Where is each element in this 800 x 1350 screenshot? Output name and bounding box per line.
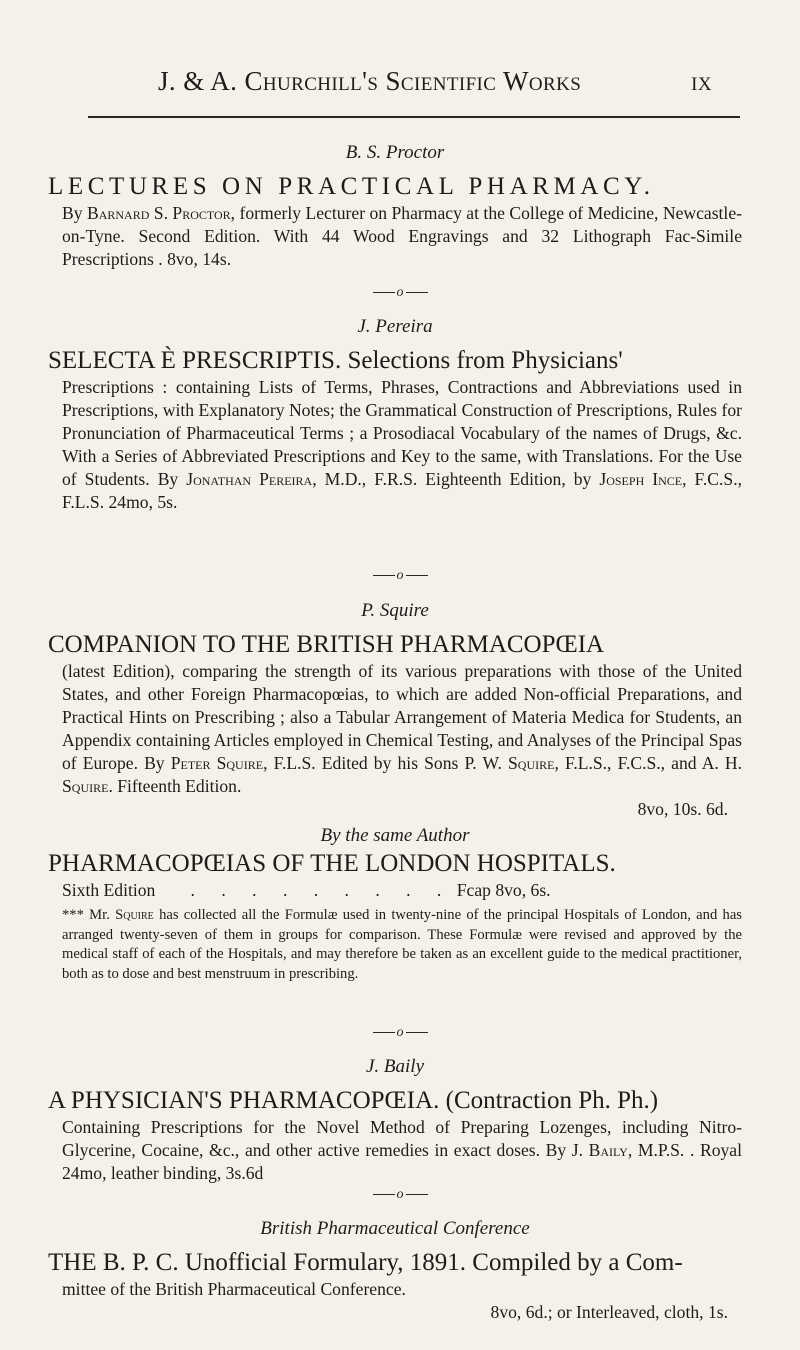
book-description xyxy=(48,376,742,514)
text-run: , F.L.S., F.C.S., and A. H. xyxy=(554,753,743,773)
same-author-heading: By the same Author xyxy=(320,825,470,846)
book-price: Fcap 8vo, 6s. xyxy=(456,880,551,900)
leader-dots: . . . . . . . . . xyxy=(190,880,453,900)
author-name: Squire xyxy=(115,907,154,923)
entry-proctor xyxy=(48,142,742,271)
book-description xyxy=(48,202,742,271)
text-run: , F.L.S. Edited by his Sons P. W. xyxy=(263,753,508,773)
text-run: Containing Prescriptions for the Novel Method of Preparing Lozenges, including Nitro-Glycerine, Cocaine, &c., and other active remedies in exact doses. By J. xyxy=(62,1117,742,1160)
author-name: Jonathan Pereira xyxy=(186,469,313,489)
book-title: COMPANION TO THE BRITISH PHARMACOPŒIA xyxy=(48,631,605,658)
text-run: , M.D., F.R.S. Eighteenth Edition, by xyxy=(312,469,600,489)
section-divider: o xyxy=(0,568,800,584)
text-run: *** Mr. xyxy=(62,907,116,923)
running-head-title: J. & A. Churchill's Scientific Works xyxy=(158,66,582,96)
entry-pereira xyxy=(48,316,742,514)
entry-bpc xyxy=(48,1218,742,1324)
text-run: Prescriptions : containing Lists of Terms, Phrases, Contractions and Abbreviations used in Prescriptions, with Explanatory Notes; the Grammatical Construction of Prescriptions, Rules for Pronunciation of Pharmaceutical Terms ; a Prosodiacal Vocabulary of the names of Drugs, &c. With a Series of Abbreviated Prescriptions and Key to the same, with Translations. For the Use of Students. By xyxy=(62,377,742,489)
section-divider: o xyxy=(0,285,800,301)
author-name: Peter Squire xyxy=(170,753,264,773)
edition-label: Sixth Edition xyxy=(62,880,156,900)
editor-name: Joseph Ince xyxy=(599,469,683,489)
entry-author-line: B. S. Proctor xyxy=(345,142,445,163)
edition-line xyxy=(48,879,742,902)
entry-baily xyxy=(48,1056,742,1185)
header-rule xyxy=(88,116,740,118)
text-run: . Fifteenth Edition. xyxy=(108,776,242,796)
editor-name: Squire xyxy=(508,753,555,773)
entry-author-line: J. Baily xyxy=(365,1056,425,1077)
book-description: mittee of the British Pharmaceutical Conference. xyxy=(62,1279,406,1299)
entry-author-line: British Pharmaceutical Conference xyxy=(260,1218,530,1239)
section-divider: o xyxy=(0,1025,800,1041)
book-price: 8vo, 10s. 6d. xyxy=(637,799,728,819)
author-name: Baily xyxy=(588,1140,628,1160)
text-run: , M.P.S. . Royal 24mo, leather binding, 3s.6d xyxy=(62,1140,742,1183)
book-description xyxy=(48,1116,742,1185)
entry-author-line: J. Pereira xyxy=(357,316,433,337)
book-title: SELECTA È PRESCRIPTIS. Selections from Physicians' xyxy=(48,347,623,374)
book-title: THE B. P. C. Unofficial Formulary, 1891. Compiled by a Com- xyxy=(48,1249,683,1276)
entry-author-line: P. Squire xyxy=(361,600,429,621)
section-divider: o xyxy=(0,1187,800,1203)
author-name: Barnard S. Proctor xyxy=(86,203,231,223)
editorial-note xyxy=(48,906,742,984)
page-number: ix xyxy=(691,66,712,96)
book-title: PHARMACOPŒIAS OF THE LONDON HOSPITALS. xyxy=(48,850,616,877)
book-title: LECTURES ON PRACTICAL PHARMACY. xyxy=(48,173,655,200)
text-run: , formerly Lecturer on Pharmacy at the College of Medicine, Newcastle-on-Tyne. Second Edition. With 44 Wood Engravings and 32 Lithograph Fac-Simile Prescriptions . 8vo, 14s. xyxy=(62,203,742,269)
book-title: A PHYSICIAN'S PHARMACOPŒIA. (Contraction Ph. Ph.) xyxy=(48,1087,659,1114)
running-head xyxy=(158,66,712,97)
text-run: has collected all the Formulæ used in twenty-nine of the principal Hospitals of London, and has arranged twenty-seven of them in groups for comparison. These Formulæ were revised and approved by the medical staff of each of the Hospitals, and may therefore be taken as an excellent guide to the medical practitioner, both as to dose and best menstruum in prescribing. xyxy=(62,907,742,982)
text-run: By xyxy=(62,203,87,223)
book-price: 8vo, 6d.; or Interleaved, cloth, 1s. xyxy=(490,1302,728,1322)
text-run: (latest Edition), comparing the strength of its various preparations with those of the United States, and other Foreign Pharmacopœias, to which are added Non-official Preparations, and Practical Hints on Prescribing ; also a Tabular Arrangement of Materia Medica for Students, an Appendix containing Articles employed in Chemical Testing, and Analyses of the Principal Spas of Europe. By xyxy=(62,661,742,773)
editor-name: Squire xyxy=(62,776,109,796)
book-description xyxy=(48,660,742,798)
text-run: , F.C.S., F.L.S. 24mo, 5s. xyxy=(62,469,743,512)
entry-squire xyxy=(48,600,742,984)
